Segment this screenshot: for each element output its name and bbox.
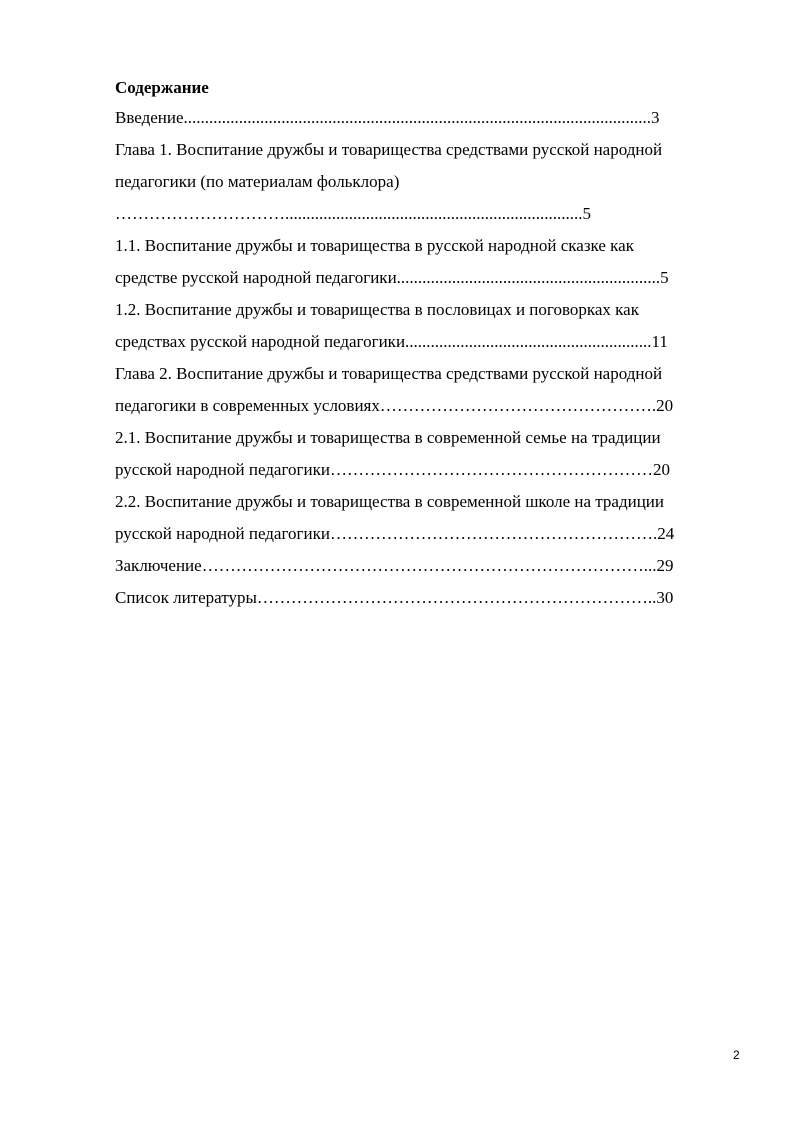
toc-entry-conclusion: Заключение……………………………………………………………………...29 [115, 556, 674, 575]
toc-entry-section-2-2: 2.2. Воспитание дружбы и товарищества в современной школе на традиции русской народной педагогики………………………………………………….24 [115, 492, 675, 543]
toc-entry-chapter-2: Глава 2. Воспитание дружбы и товарищества средствами русской народной педагогики в современных условиях………………………………………….20 [115, 364, 674, 415]
page-number: 2 [733, 1048, 740, 1062]
toc-entry-section-2-1: 2.1. Воспитание дружбы и товарищества в современной семье на традиции русской народной педагогики…………………………………………………20 [115, 428, 670, 479]
toc-entry-introduction: Введение..............................................................................................................3 [115, 108, 660, 127]
table-of-contents [115, 74, 735, 614]
toc-entry-section-1-1: 1.1. Воспитание дружбы и товарищества в русской народной сказке как средстве русской народной педагогики..............................................................5 [115, 236, 669, 287]
toc-entry-bibliography: Список литературы……………………………………………………………..30 [115, 588, 674, 607]
toc-heading: Содержание [115, 78, 209, 97]
toc-entry-section-1-2: 1.2. Воспитание дружбы и товарищества в пословицах и поговорках как средствах русской народной педагогики..........................................................11 [115, 300, 668, 351]
toc-entry-chapter-1: Глава 1. Воспитание дружбы и товарищества средствами русской народной педагогики (по материалам фольклора) …………………………......................................................................5 [115, 140, 663, 223]
